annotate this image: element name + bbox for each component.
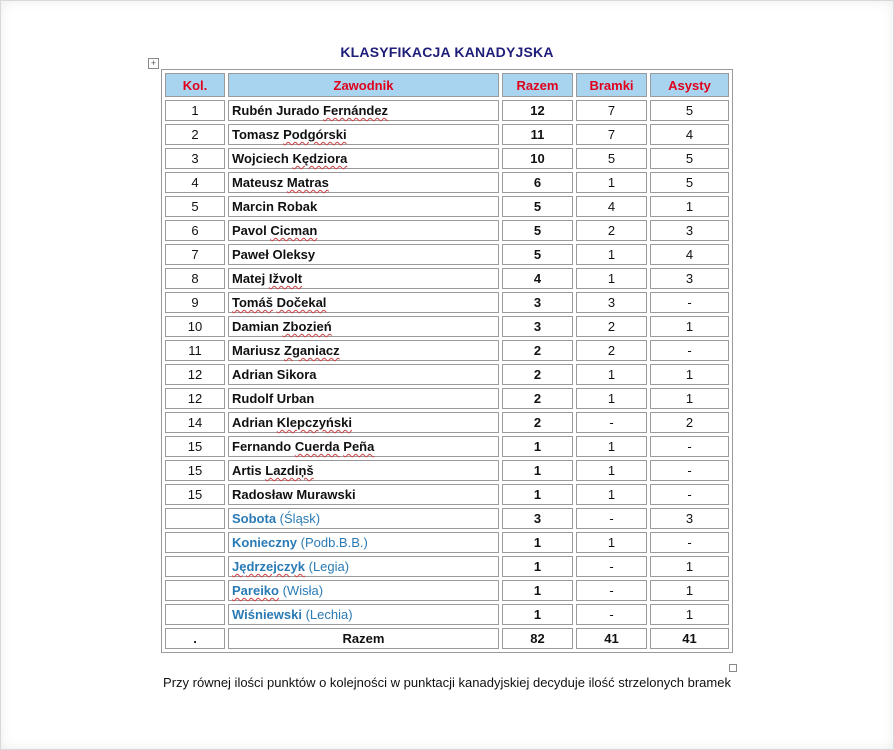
cell-asysty: 1: [650, 604, 729, 625]
header-zawodnik: Zawodnik: [228, 73, 499, 97]
cell-asysty: 5: [650, 172, 729, 193]
cell-kol: 8: [165, 268, 225, 289]
player-name: Tomáš Dočekal: [232, 295, 327, 310]
header-asysty: Asysty: [650, 73, 729, 97]
player-name: Wiśniewski: [232, 607, 302, 622]
cell-zawodnik: [228, 316, 499, 337]
player-name: Paweł Oleksy: [232, 247, 316, 262]
table-row: [165, 220, 729, 241]
cell-asysty: -: [650, 436, 729, 457]
cell-bramki: 2: [576, 220, 647, 241]
cell-asysty: -: [650, 340, 729, 361]
player-name: Konieczny: [232, 535, 298, 550]
player-name: Pavol Cicman: [232, 223, 318, 238]
cell-kol: 11: [165, 340, 225, 361]
cell-kol: 9: [165, 292, 225, 313]
cell-razem: 1: [502, 604, 573, 625]
cell-kol: 6: [165, 220, 225, 241]
cell-kol: 1: [165, 100, 225, 121]
table-row: [165, 484, 729, 505]
cell-asysty: 3: [650, 268, 729, 289]
table-row: [165, 508, 729, 529]
cell-asysty: 1: [650, 316, 729, 337]
standings-table: [161, 69, 733, 653]
cell-zawodnik: [228, 292, 499, 313]
player-club: (Podb.B.B.): [297, 535, 368, 550]
table-row: [165, 436, 729, 457]
table-row: [165, 100, 729, 121]
header-razem: Razem: [502, 73, 573, 97]
total-label: Razem: [228, 628, 499, 649]
cell-asysty: 3: [650, 508, 729, 529]
table-row: [165, 364, 729, 385]
cell-kol: [165, 556, 225, 577]
cell-razem: 3: [502, 316, 573, 337]
table-row: [165, 340, 729, 361]
player-name: Damian Zbozień: [232, 319, 332, 334]
header-row: [165, 73, 729, 97]
cell-razem: 5: [502, 220, 573, 241]
cell-kol: 14: [165, 412, 225, 433]
cell-asysty: -: [650, 484, 729, 505]
cell-asysty: 1: [650, 196, 729, 217]
cell-razem: 4: [502, 268, 573, 289]
header-bramki: Bramki: [576, 73, 647, 97]
cell-bramki: 1: [576, 172, 647, 193]
total-bramki: 41: [576, 628, 647, 649]
cell-zawodnik: [228, 124, 499, 145]
table-row: [165, 460, 729, 481]
cell-zawodnik: [228, 484, 499, 505]
total-razem: 82: [502, 628, 573, 649]
cell-razem: 1: [502, 580, 573, 601]
cell-zawodnik: [228, 196, 499, 217]
cell-razem: 1: [502, 556, 573, 577]
player-name: Adrian Sikora: [232, 367, 317, 382]
cell-zawodnik: [228, 412, 499, 433]
cell-bramki: -: [576, 556, 647, 577]
table-row: [165, 148, 729, 169]
cell-asysty: -: [650, 460, 729, 481]
cell-zawodnik: [228, 460, 499, 481]
table-resize-handle[interactable]: [729, 664, 737, 672]
cell-bramki: 5: [576, 148, 647, 169]
cell-kol: 4: [165, 172, 225, 193]
player-name: Radosław Murawski: [232, 487, 356, 502]
cell-asysty: 4: [650, 244, 729, 265]
cell-kol: [165, 604, 225, 625]
cell-razem: 2: [502, 340, 573, 361]
cell-razem: 12: [502, 100, 573, 121]
cell-kol: 12: [165, 364, 225, 385]
cell-bramki: 1: [576, 364, 647, 385]
cell-bramki: -: [576, 412, 647, 433]
table-title: KLASYFIKACJA KANADYJSKA: [340, 44, 554, 60]
cell-razem: 5: [502, 196, 573, 217]
cell-zawodnik: [228, 580, 499, 601]
table-row: [165, 412, 729, 433]
cell-asysty: 1: [650, 556, 729, 577]
cell-zawodnik: [228, 148, 499, 169]
cell-razem: 1: [502, 436, 573, 457]
cell-zawodnik: [228, 604, 499, 625]
cell-bramki: -: [576, 508, 647, 529]
cell-asysty: 1: [650, 364, 729, 385]
player-club: (Wisła): [278, 583, 324, 598]
table-row: [165, 268, 729, 289]
cell-zawodnik: [228, 532, 499, 553]
cell-asysty: 4: [650, 124, 729, 145]
table-row: [165, 556, 729, 577]
table-row: [165, 196, 729, 217]
cell-zawodnik: [228, 172, 499, 193]
cell-kol: 15: [165, 484, 225, 505]
cell-asysty: 1: [650, 580, 729, 601]
cell-kol: 7: [165, 244, 225, 265]
cell-razem: 6: [502, 172, 573, 193]
cell-kol: 2: [165, 124, 225, 145]
cell-bramki: 3: [576, 292, 647, 313]
total-asysty: 41: [650, 628, 729, 649]
cell-zawodnik: [228, 100, 499, 121]
cell-kol: 15: [165, 436, 225, 457]
header-kol: Kol.: [165, 73, 225, 97]
cell-asysty: -: [650, 292, 729, 313]
player-name: Rubén Jurado Fernández: [232, 103, 389, 118]
cell-bramki: 1: [576, 388, 647, 409]
table-row: [165, 124, 729, 145]
cell-asysty: -: [650, 532, 729, 553]
player-name: Marcin Robak: [232, 199, 318, 214]
player-name: Artis Lazdiņš: [232, 463, 314, 478]
cell-kol: [165, 508, 225, 529]
cell-zawodnik: [228, 436, 499, 457]
cell-razem: 3: [502, 292, 573, 313]
cell-bramki: 1: [576, 436, 647, 457]
cell-bramki: 7: [576, 124, 647, 145]
cell-razem: 3: [502, 508, 573, 529]
cell-zawodnik: [228, 268, 499, 289]
table-row: [165, 580, 729, 601]
cell-asysty: 2: [650, 412, 729, 433]
player-club: (Lechia): [301, 607, 353, 622]
cell-razem: 11: [502, 124, 573, 145]
cell-zawodnik: [228, 556, 499, 577]
player-name: Mateusz Matras: [232, 175, 329, 190]
player-name: Tomasz Podgórski: [232, 127, 347, 142]
cell-kol: 5: [165, 196, 225, 217]
cell-zawodnik: [228, 244, 499, 265]
table-move-handle-icon[interactable]: +: [148, 58, 159, 69]
table-row: [165, 388, 729, 409]
cell-razem: 5: [502, 244, 573, 265]
cell-asysty: 3: [650, 220, 729, 241]
player-name: Adrian Klepczyński: [232, 415, 352, 430]
cell-bramki: 1: [576, 484, 647, 505]
player-name: Sobota: [232, 511, 277, 526]
cell-bramki: 2: [576, 316, 647, 337]
cell-kol: [165, 532, 225, 553]
table-row: [165, 244, 729, 265]
cell-razem: 2: [502, 412, 573, 433]
cell-razem: 1: [502, 484, 573, 505]
cell-asysty: 5: [650, 148, 729, 169]
cell-kol: [165, 580, 225, 601]
cell-bramki: 1: [576, 532, 647, 553]
table-row: [165, 532, 729, 553]
cell-kol: 3: [165, 148, 225, 169]
cell-razem: 1: [502, 460, 573, 481]
table-row: [165, 316, 729, 337]
cell-bramki: 4: [576, 196, 647, 217]
footnote: Przy równej ilości punktów o kolejności w punktacji kanadyjskiej decyduje ilość strzelonych bramek: [163, 675, 731, 690]
cell-zawodnik: [228, 340, 499, 361]
cell-razem: 10: [502, 148, 573, 169]
player-name: Wojciech Kędziora: [232, 151, 348, 166]
player-name: Fernando Cuerda Peña: [232, 439, 375, 454]
cell-bramki: 2: [576, 340, 647, 361]
cell-zawodnik: [228, 388, 499, 409]
table-body: [165, 100, 729, 625]
cell-asysty: 1: [650, 388, 729, 409]
total-kol: .: [165, 628, 225, 649]
table-row: [165, 172, 729, 193]
player-name: Mariusz Zganiacz: [232, 343, 340, 358]
cell-razem: 2: [502, 364, 573, 385]
cell-kol: 15: [165, 460, 225, 481]
cell-bramki: 1: [576, 244, 647, 265]
cell-razem: 1: [502, 532, 573, 553]
cell-zawodnik: [228, 220, 499, 241]
player-name: Matej Ižvolt: [232, 271, 303, 286]
player-club: (Legia): [305, 559, 350, 574]
total-row: [165, 628, 729, 649]
cell-bramki: 1: [576, 268, 647, 289]
player-name: Pareiko: [232, 583, 279, 598]
player-name: Jędrzejczyk: [232, 559, 305, 574]
table-row: [165, 604, 729, 625]
cell-bramki: 1: [576, 460, 647, 481]
cell-bramki: -: [576, 604, 647, 625]
cell-bramki: -: [576, 580, 647, 601]
table-row: [165, 292, 729, 313]
cell-bramki: 7: [576, 100, 647, 121]
cell-asysty: 5: [650, 100, 729, 121]
cell-razem: 2: [502, 388, 573, 409]
cell-zawodnik: [228, 508, 499, 529]
cell-kol: 12: [165, 388, 225, 409]
cell-kol: 10: [165, 316, 225, 337]
cell-zawodnik: [228, 364, 499, 385]
player-name: Rudolf Urban: [232, 391, 315, 406]
player-club: (Śląsk): [276, 511, 321, 526]
